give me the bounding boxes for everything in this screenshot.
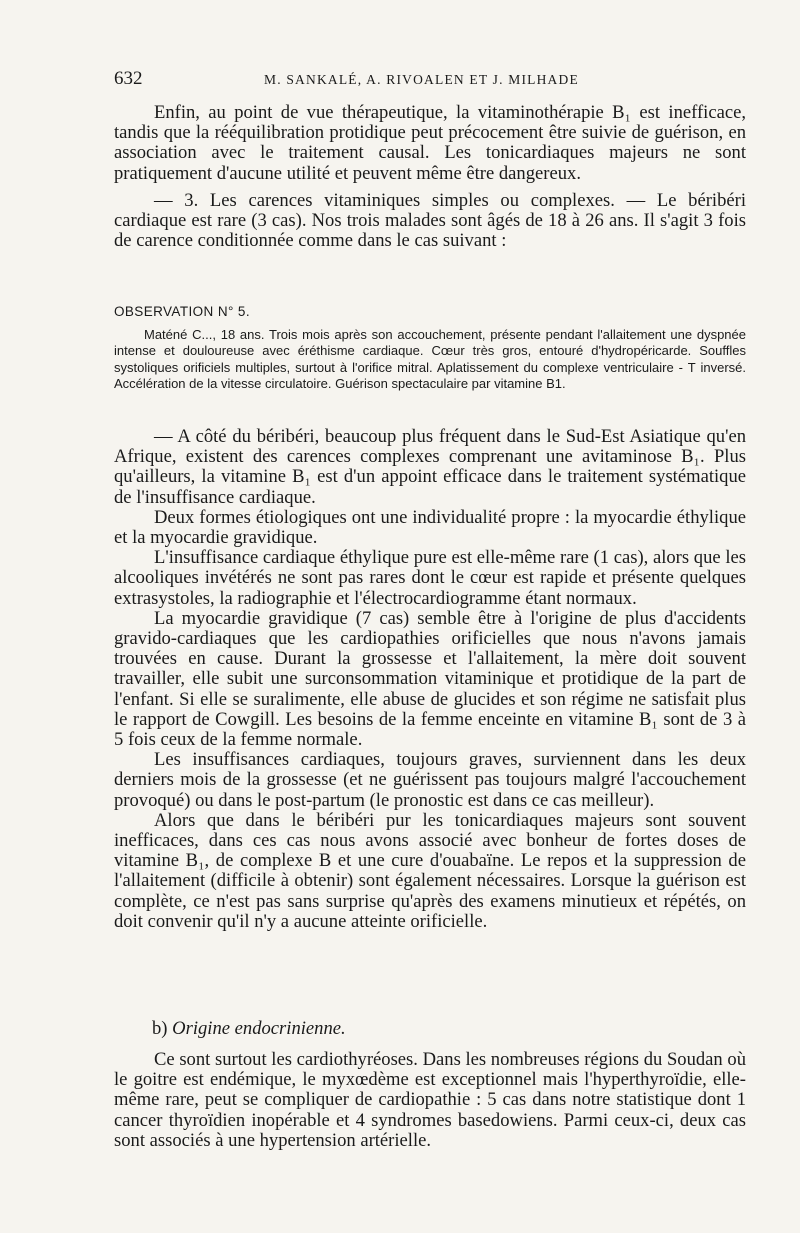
observation-title: OBSERVATION N° 5. bbox=[114, 304, 250, 319]
section-heading-prefix: b) bbox=[152, 1018, 168, 1039]
paragraph-cardiac-insufficiency: Les insuffisances cardiaques, toujours graves, surviennent dans les deux derniers mois de la grossesse (et ne guérissent pas toujours malgré l'accouchement provoqué) ou dans le post-partum (le pronostic est dans ce cas meilleur). bbox=[114, 749, 746, 811]
section-main bbox=[114, 427, 746, 932]
section-heading-b bbox=[114, 1018, 746, 1040]
paragraph-ethylic-myocardia: L'insuffisance cardiaque éthylique pure est elle-même rare (1 cas), alors que les alcooliques invétérés ne sont pas rares dont le cœur est rapide et présente quelques extrasystoles, la radiographie et l'électrocardiogramme étant normaux. bbox=[114, 547, 746, 609]
observation-text-body: Maténé C..., 18 ans. Trois mois après son accouchement, présente pendant l'allaitement une dyspnée intense et douloureuse avec éréthisme cardiaque. Cœur très gros, entouré d'hydropéricarde. Souffles systoliques orificiels multiples, surtout à l'orifice mitral. Aplatissement du complexe ventriculaire - T inversé. Accélération de la vitesse circulatoire. Guérison spectaculaire par vitamine B1. bbox=[114, 327, 746, 391]
paragraph-vitamin-deficiencies: — 3. Les carences vitaminiques simples ou complexes. — Le béribéri cardiaque est rare (3 cas). Nos trois malades sont âgés de 18 à 26 ans. Il s'agit 3 fois de carence conditionnée comme dans le cas suivant : bbox=[114, 189, 746, 252]
section-heading-title: Origine endocrinienne. bbox=[172, 1018, 346, 1039]
paragraph-gravidic-myocardia: La myocardie gravidique (7 cas) semble être à l'origine de plus d'accidents gravido-cardiaques que les cardiopathies orificielles que nous n'avons jamais trouvées en cause. Durant la grossesse et l'allaitement, la mère doit souvent travailler, elle subit une surconsommation vitaminique et protidique de la part de l'enfant. Si elle se suralimente, elle abuse de glucides et son régime ne satisfait plus le rapport de Cowgill. Les besoins de la femme enceinte en vitamine B₁ sont de 3 à 5 fois ceux de la femme normale. bbox=[114, 607, 746, 751]
paragraph-therapeutics: Enfin, au point de vue thérapeutique, la vitaminothérapie B₁ est inefficace, tandis que la rééquilibration protidique peut précocement être suivie de guérison, en association avec le traitement causal. Les tonicardiaques majeurs ne sont pratiquement d'aucune utilité et peuvent même être dangereux. bbox=[114, 102, 746, 184]
running-title: M. SANKALÉ, A. RIVOALEN ET J. MILHADE bbox=[264, 72, 579, 87]
page-header bbox=[114, 68, 746, 94]
paragraph-cardiothyreoses: Ce sont surtout les cardiothyréoses. Dans les nombreuses régions du Soudan où le goitre est endémique, le myxœdème est exceptionnel mais l'hyperthyroïdie, elle-même rare, peut se compliquer de cardiopathie : 5 cas dans notre statistique dont 1 cancer thyroïdien inopérable et 4 syndromes basedowiens. Parmi ceux-ci, deux cas sont associés à une hypertension artérielle. bbox=[114, 1049, 746, 1151]
observation-block bbox=[114, 304, 746, 392]
paragraph-beriberi-comparison: — A côté du béribéri, beaucoup plus fréquent dans le Sud-Est Asiatique qu'en Afrique, existent des carences complexes comprenant une avitaminose B₁. Plus qu'ailleurs, la vitamine B₁ est d'un appoint efficace dans le traitement systématique de l'insuffisance cardiaque. bbox=[114, 426, 746, 508]
paragraph-etiological-forms: Deux formes étiologiques ont une individualité propre : la myocardie éthylique et la myocardie gravidique. bbox=[114, 506, 746, 549]
section-endocrine bbox=[114, 1018, 746, 1151]
section-intro bbox=[114, 103, 746, 251]
paragraph-treatment: Alors que dans le béribéri pur les tonicardiaques majeurs sont souvent inefficaces, dans ces cas nous avons associé avec bonheur de fortes doses de vitamine B₁, de complexe B et une cure d'ouabaïne. Le repos et la suppression de l'allaitement (difficile à obtenir) sont également nécessaires. Lorsque la guérison est complète, ce n'est pas sans surprise qu'après des examens minutieux et répétés, on doit convenir qu'il n'y a aucune atteinte orificielle. bbox=[114, 809, 746, 932]
observation-text bbox=[114, 327, 746, 392]
page-number: 632 bbox=[114, 68, 143, 89]
